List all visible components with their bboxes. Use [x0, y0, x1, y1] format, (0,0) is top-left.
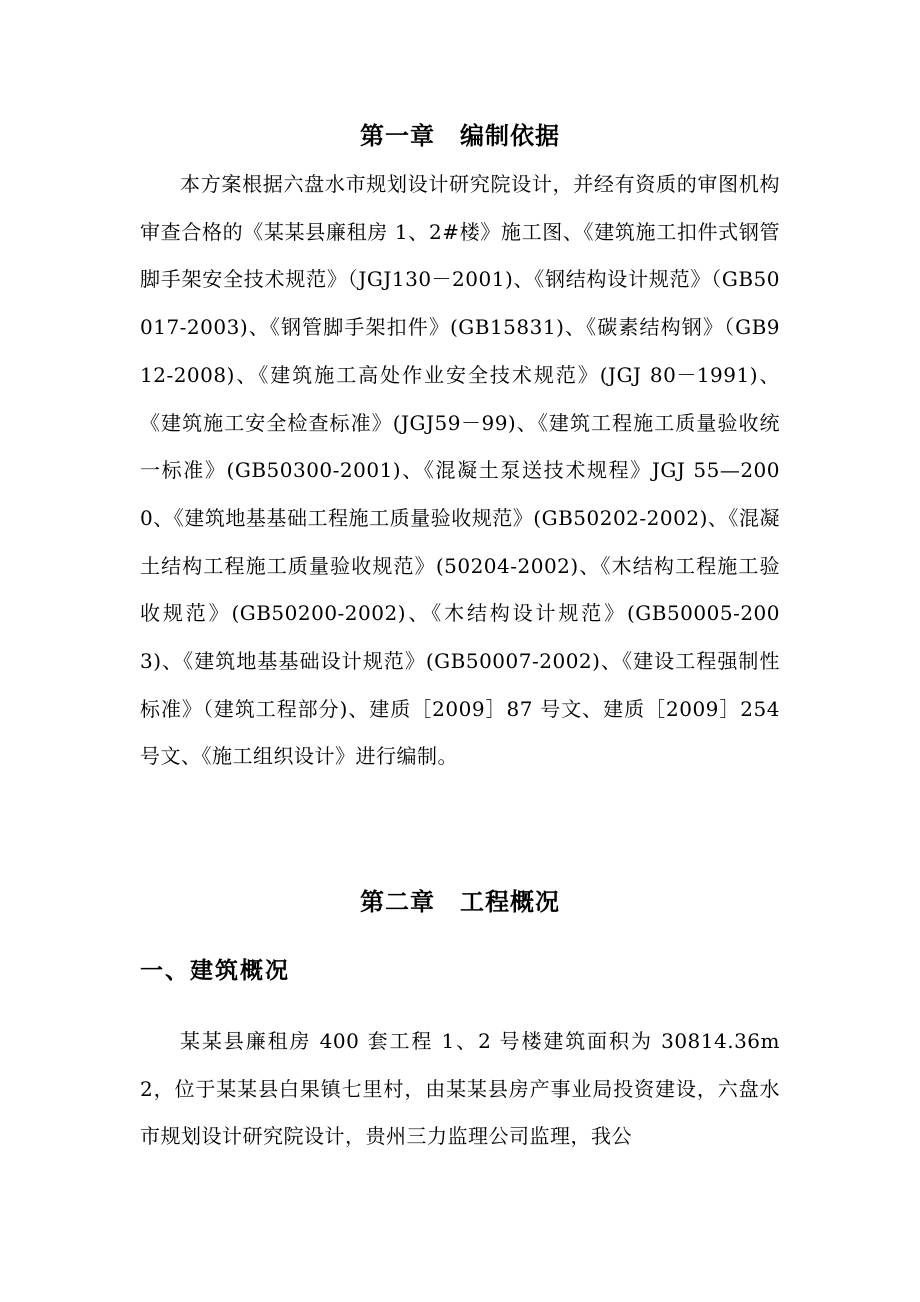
chapter-2-title: 第二章 工程概况 — [360, 888, 560, 916]
chapter-1-paragraph: 本方案根据六盘水市规划设计研究院设计，并经有资质的审图机构审查合格的《某某县廉租房 1、2#楼》施工图、《建筑施工扣件式钢管脚手架安全技术规范》（JGJ130－2001)、《钢结构设计规范》（GB50017-2003)、《钢管脚手架扣件》(GB15831)、《碳素结构钢》（GB912-2008)、《建筑施工高处作业安全技术规范》(JGJ 80－1991)、《建筑施工安全检查标准》(JGJ59－99)、《建筑工程施工质量验收统一标准》(GB50300-2001)、《混凝土泵送技术规程》JGJ 55—2000、《建筑地基基础工程施工质量验收规范》(GB50202-2002)、《混凝土结构工程施工质量验收规范》(50204-2002)、《木结构工程施工验收规范》(GB50200-2002)、《木结构设计规范》(GB50005-2003)、《建筑地基基础设计规范》(GB50007-2002)、《建设工程强制性标准》（建筑工程部分)、建质［2009］87 号文、建质［2009］254 号文、《施工组织设计》进行编制。 — [140, 172, 780, 769]
section-1-paragraph: 某某县廉租房 400 套工程 1、2 号楼建筑面积为 30814.36m2，位于某某县白果镇七里村，由某某县房产事业局投资建设，六盘水市规划设计研究院设计，贵州三力监理公司监理，我公 — [140, 1029, 780, 1149]
chapter-1-title: 第一章 编制依据 — [360, 122, 560, 150]
section-1-title: 一、建筑概况 — [140, 958, 290, 984]
